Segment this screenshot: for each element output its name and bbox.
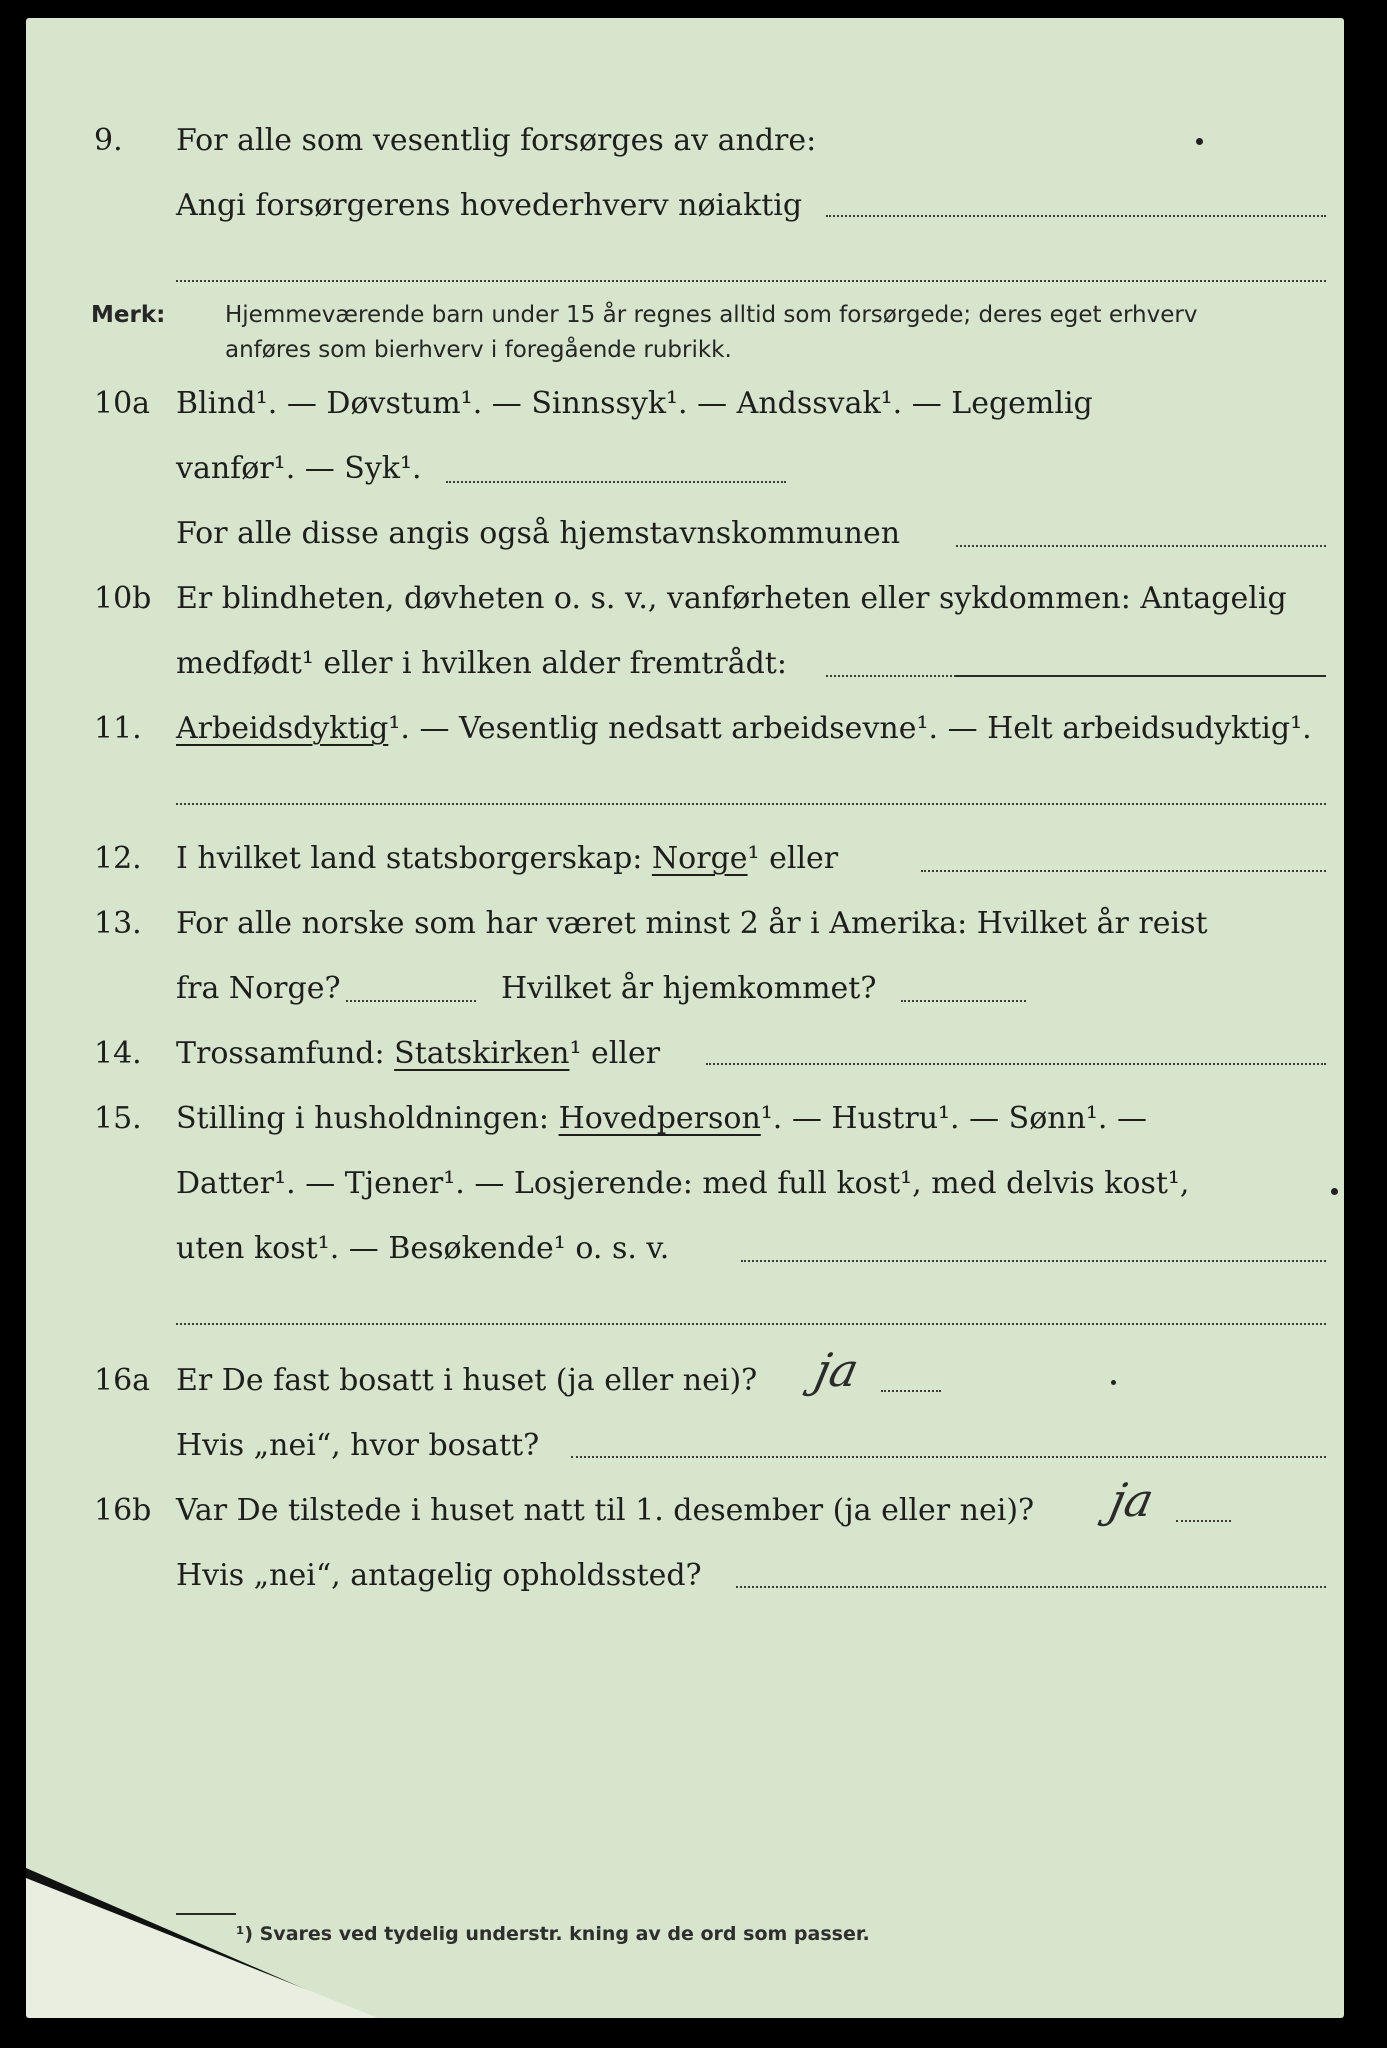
footnote-rule — [176, 1913, 236, 1915]
q9-answer-line[interactable] — [826, 215, 1326, 217]
q14-pre: Trossamfund: — [176, 1036, 395, 1071]
q15-line2: Datter¹. — Tjener¹. — Losjerende: med full kost¹, med delvis kost¹, — [176, 1166, 1190, 1201]
q14-number: 14. — [94, 1036, 142, 1071]
q12-pre: I hvilket land statsborgerskap: — [176, 841, 652, 876]
q10b-answer-line[interactable] — [826, 675, 956, 677]
q14-post: ¹ eller — [569, 1036, 661, 1071]
q11-option-arbeidsdyktig[interactable]: Arbeidsdyktig — [176, 711, 389, 746]
q13-reist-line[interactable] — [346, 1000, 476, 1002]
q11-answer-line[interactable] — [176, 803, 1326, 805]
q15-answer-line[interactable] — [741, 1260, 1326, 1262]
q10a-syk-line[interactable] — [446, 481, 786, 483]
q15-answer-line-2[interactable] — [176, 1323, 1326, 1325]
q13-line2a: fra Norge? — [176, 971, 341, 1006]
q9-number: 9. — [94, 123, 123, 158]
q15-text — [176, 1101, 1147, 1136]
ink-dot — [1196, 138, 1203, 145]
merk-label: Merk: — [91, 302, 166, 328]
q16b-answer-line[interactable] — [1176, 1520, 1231, 1522]
q11-number: 11. — [94, 711, 142, 746]
census-form-page — [26, 18, 1344, 2018]
q13-hjemkommet-line[interactable] — [901, 1000, 1026, 1002]
q13-line1: For alle norske som har været minst 2 år i Amerika: Hvilket år reist — [176, 906, 1208, 941]
q16b-line2: Hvis „nei“, antagelig opholdssted? — [176, 1558, 702, 1593]
q10b-line1: Er blindheten, døvheten o. s. v., vanførheten eller sykdommen: Antagelig — [176, 581, 1287, 616]
q16b-number: 16b — [94, 1493, 152, 1528]
q9-answer-line-2[interactable] — [176, 280, 1326, 282]
q16a-line1: Er De fast bosatt i huset (ja eller nei)? — [176, 1363, 758, 1398]
q16a-line2: Hvis „nei“, hvor bosatt? — [176, 1428, 540, 1463]
q12-answer-line[interactable] — [921, 870, 1326, 872]
q14-option-statskirken[interactable]: Statskirken — [394, 1036, 570, 1071]
q16b-opholdssted-line[interactable] — [736, 1586, 1326, 1588]
q12-option-norge[interactable]: Norge — [651, 841, 748, 876]
q10a-line1: Blind¹. — Døvstum¹. — Sinnssyk¹. — Andssvak¹. — Legemlig — [176, 386, 1093, 421]
q16a-number: 16a — [94, 1363, 151, 1398]
q11-text — [176, 711, 1312, 746]
q15-post: ¹. — Hustru¹. — Sønn¹. — — [760, 1101, 1148, 1136]
ink-dot — [1111, 1380, 1116, 1385]
footnote: ¹) Svares ved tydelig understr. kning av de ord som passer. — [236, 1923, 870, 1945]
merk-line2: anføres som bierhverv i foregående rubrikk. — [225, 337, 732, 363]
q12-number: 12. — [94, 841, 142, 876]
q10b-line2: medfødt¹ eller i hvilken alder fremtrådt: — [176, 646, 787, 681]
q14-text — [176, 1036, 660, 1071]
q16a-handwritten-answer: ja — [810, 1343, 864, 1397]
q13-number: 13. — [94, 906, 142, 941]
q16a-answer-line[interactable] — [881, 1390, 941, 1392]
q14-answer-line[interactable] — [706, 1063, 1326, 1065]
q15-option-hovedperson[interactable]: Hovedperson — [558, 1101, 761, 1136]
q15-number: 15. — [94, 1101, 142, 1136]
q16a-bosatt-line[interactable] — [571, 1456, 1326, 1458]
merk-line1: Hjemmeværende barn under 15 år regnes alltid som forsørgede; deres eget erhverv — [225, 302, 1198, 328]
q11-rest: ¹. — Vesentlig nedsatt arbeidsevne¹. — Helt arbeidsudyktig¹. — [388, 711, 1312, 746]
q15-pre: Stilling i husholdningen: — [176, 1101, 559, 1136]
q15-line3: uten kost¹. — Besøkende¹ o. s. v. — [176, 1231, 670, 1266]
q10b-answer-line-solid[interactable] — [956, 675, 1326, 677]
q10a-line2: vanfør¹. — Syk¹. — [176, 451, 422, 486]
q9-line2: Angi forsørgerens hovederhverv nøiaktig — [176, 188, 803, 223]
merk-note — [91, 298, 1198, 333]
q10b-number: 10b — [94, 581, 152, 616]
q12-text — [176, 841, 838, 876]
q9-line1: For alle som vesentlig forsørges av andre: — [176, 123, 817, 158]
q16b-line1: Var De tilstede i huset natt til 1. desember (ja eller nei)? — [176, 1493, 1035, 1528]
q10a-kommune-line[interactable] — [956, 545, 1326, 547]
q13-line2b: Hvilket år hjemkommet? — [501, 971, 877, 1006]
q16b-handwritten-answer: ja — [1105, 1473, 1159, 1527]
q10a-number: 10a — [94, 386, 151, 421]
q12-post: ¹ eller — [747, 841, 839, 876]
q10a-line3: For alle disse angis også hjemstavnskommunen — [176, 516, 901, 551]
ink-dot — [1331, 1188, 1338, 1195]
